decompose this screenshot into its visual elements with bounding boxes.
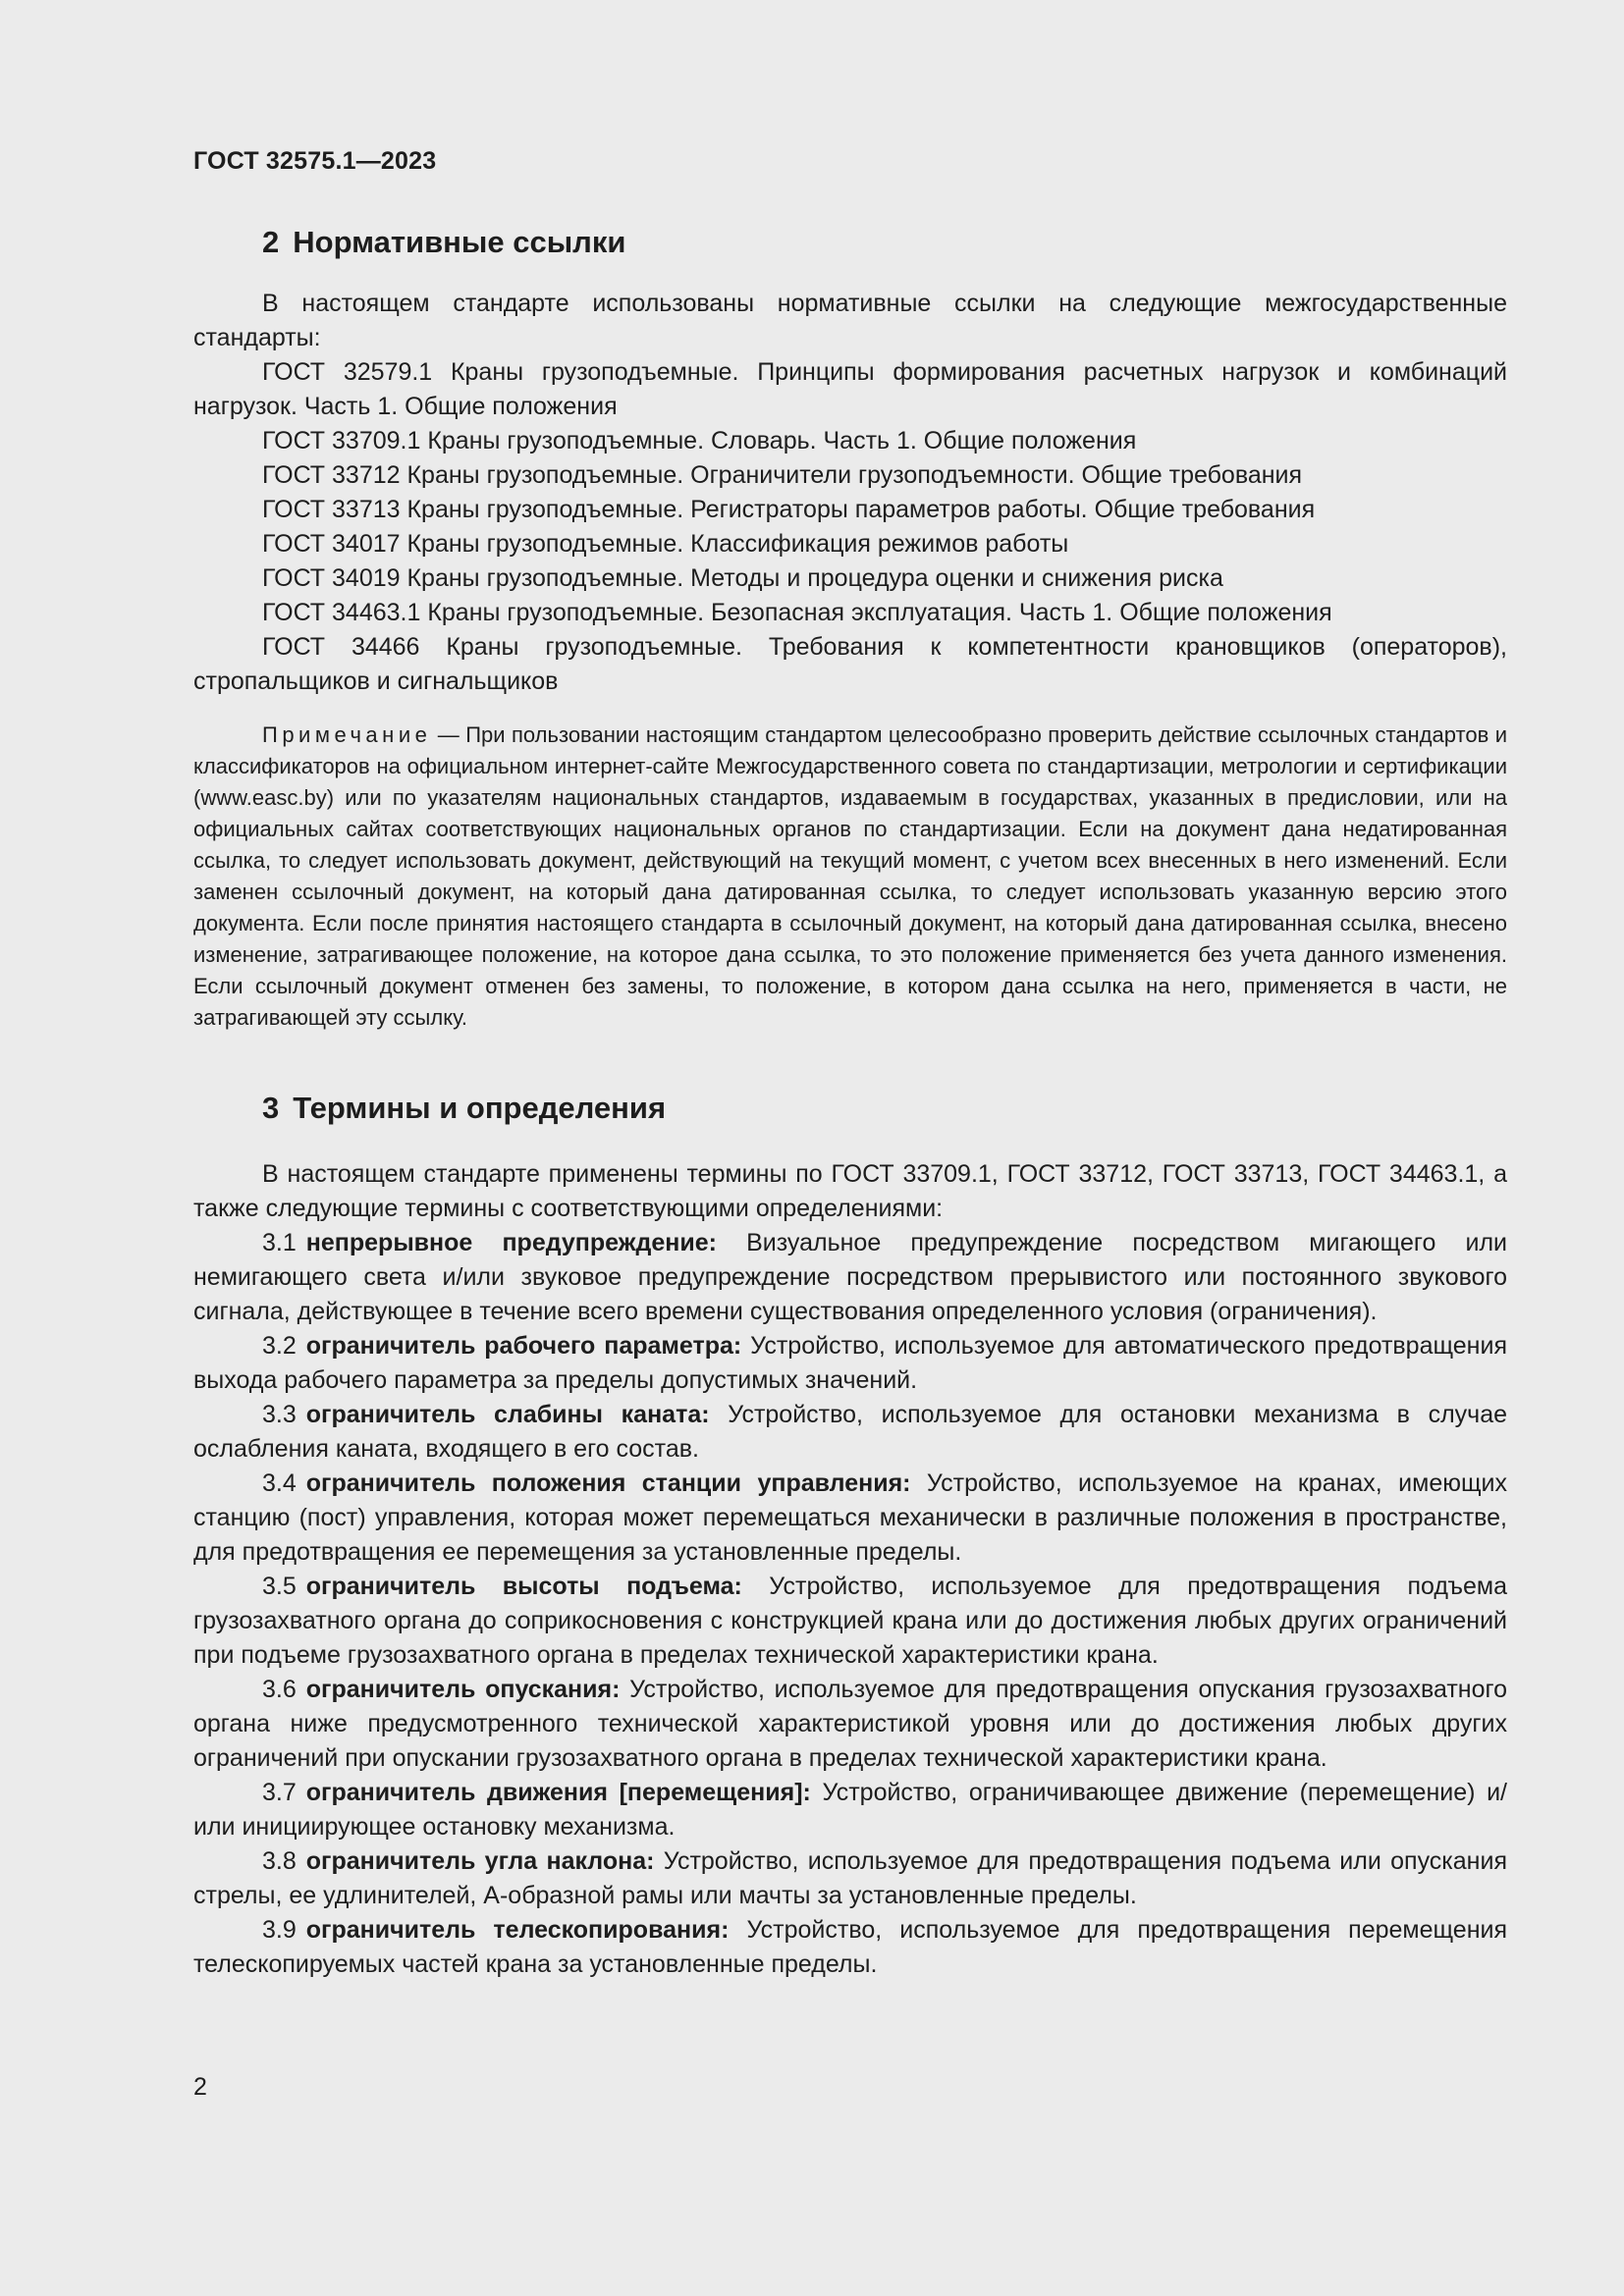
- section-3-number: 3: [262, 1091, 280, 1125]
- term-definition: Устройство, используемое для предотвращения подъема или опускания стрелы, ее удлинителей, A-образной рамы или мачты за установленные пределы.: [193, 1847, 1507, 1909]
- reference-item: ГОСТ 33709.1 Краны грузоподъемные. Словарь. Часть 1. Общие положения: [262, 427, 1137, 454]
- term-definition: Устройство, используемое для автоматического предотвращения выхода рабочего параметра за пределы допустимых значений.: [193, 1332, 1507, 1394]
- term-entry: [193, 1570, 1507, 1673]
- reference-item: ГОСТ 34463.1 Краны грузоподъемные. Безопасная эксплуатация. Часть 1. Общие положения: [262, 599, 1332, 626]
- reference-item: ГОСТ 33713 Краны грузоподъемные. Регистраторы параметров работы. Общие требования: [262, 496, 1316, 523]
- term-number: 3.1: [262, 1229, 297, 1256]
- term-number: 3.8: [262, 1847, 297, 1875]
- note-label: Примечание: [262, 722, 432, 747]
- document-code-header: ГОСТ 32575.1—2023: [193, 147, 437, 175]
- term-number: 3.4: [262, 1469, 297, 1497]
- term-definition: Устройство, используемое для предотвращения опускания грузозахватного органа ниже предусмотренного технической характеристикой уровня или до достижения любых других ограничений при опускании грузозахватного органа в пределах технической характеристики крана.: [193, 1676, 1507, 1772]
- term-entry: [193, 1329, 1507, 1398]
- section-2-heading: [193, 223, 1507, 262]
- note-paragraph: [193, 720, 1507, 1034]
- reference-item: ГОСТ 33712 Краны грузоподъемные. Ограничители грузоподъемности. Общие требования: [262, 461, 1303, 489]
- term-name: ограничитель угла наклона:: [305, 1847, 655, 1875]
- term-number: 3.3: [262, 1401, 297, 1428]
- term-entry: [193, 1913, 1507, 1982]
- term-name: ограничитель слабины каната:: [305, 1401, 710, 1428]
- reference-item: ГОСТ 34466 Краны грузоподъемные. Требования к компетентности крановщиков (операторов), стропальщиков и сигнальщиков: [193, 633, 1507, 695]
- reference-item: ГОСТ 34017 Краны грузоподъемные. Классификация режимов работы: [262, 530, 1069, 558]
- term-definition: Визуальное предупреждение посредством мигающего или немигающего света и/или звуковое предупреждение посредством прерывистого или постоянного звукового сигнала, действующее в течение всего времени существования определенного условия (ограничения).: [193, 1229, 1507, 1325]
- page-number: 2: [193, 2073, 207, 2101]
- term-name: ограничитель положения станции управления:: [305, 1469, 911, 1497]
- term-number: 3.9: [262, 1916, 297, 1944]
- term-definition: Устройство, ограничивающее движение (перемещение) и/или инициирующее остановку механизма.: [193, 1779, 1507, 1841]
- term-name: ограничитель рабочего параметра:: [305, 1332, 742, 1360]
- term-definition: Устройство, используемое на кранах, имеющих станцию (пост) управления, которая может перемещаться механически в различные положения в пространстве, для предотвращения ее перемещения за установленные пределы.: [193, 1469, 1508, 1566]
- term-number: 3.7: [262, 1779, 297, 1806]
- note-text: — При пользовании настоящим стандартом целесообразно проверить действие ссылочных стандартов и классификаторов на официальном интернет-сайте Межгосударственного совета по стандартизации, метрологии и сертификации (www.easc.by) или по указателям национальных стандартов, издаваемым в государствах, указанных в предисловии, или на официальных сайтах соответствующих национальных органов по стандартизации. Если на документ дана недатированная ссылка, то следует использовать документ, действующий на текущий момент, с учетом всех внесенных в него изменений. Если заменен ссылочный документ, на который дана датированная ссылка, то следует использовать указанную версию этого документа. Если после принятия настоящего стандарта в ссылочный документ, на который дана датированная ссылка, внесено изменение, затрагивающее положение, на которое дана ссылка, то это положение применяется без учета данного изменения. Если ссылочный документ отменен без замены, то положение, в котором дана ссылка на него, применяется в части, не затрагивающей эту ссылку.: [193, 722, 1507, 1030]
- section-2-lead: В настоящем стандарте использованы нормативные ссылки на следующие межгосударственные стандарты:: [193, 290, 1507, 351]
- section-2-number: 2: [262, 225, 280, 259]
- term-name: ограничитель телескопирования:: [305, 1916, 730, 1944]
- term-entry: [193, 1467, 1507, 1570]
- term-number: 3.6: [262, 1676, 297, 1703]
- section-2-title: Нормативные ссылки: [293, 225, 626, 259]
- term-number: 3.2: [262, 1332, 297, 1360]
- section-3-title: Термины и определения: [293, 1091, 667, 1125]
- section-3-lead: В настоящем стандарте применены термины по ГОСТ 33709.1, ГОСТ 33712, ГОСТ 33713, ГОСТ 34463.1, а также следующие термины с соответствующими определениями:: [193, 1160, 1507, 1222]
- term-name: ограничитель движения [перемещения]:: [305, 1779, 811, 1806]
- term-number: 3.5: [262, 1573, 297, 1600]
- section-3-heading: [193, 1089, 1507, 1128]
- term-definition: Устройство, используемое для остановки механизма в случае ослабления каната, входящего в его состав.: [193, 1401, 1508, 1463]
- page-content: [193, 223, 1507, 1982]
- term-entry: [193, 1844, 1507, 1913]
- term-name: ограничитель высоты подъема:: [305, 1573, 742, 1600]
- term-entry: [193, 1226, 1507, 1329]
- reference-item: ГОСТ 34019 Краны грузоподъемные. Методы и процедура оценки и снижения риска: [262, 564, 1223, 592]
- term-name: непрерывное предупреждение:: [305, 1229, 717, 1256]
- term-entry: [193, 1776, 1507, 1844]
- term-entry: [193, 1398, 1507, 1467]
- term-definition: Устройство, используемое для предотвращения перемещения телескопируемых частей крана за установленные пределы.: [193, 1916, 1508, 1978]
- term-definition: Устройство, используемое для предотвращения подъема грузозахватного органа до соприкосновения с конструкцией крана или до достижения любых других ограничений при подъеме грузозахватного органа в пределах технической характеристики крана.: [193, 1573, 1507, 1669]
- term-entry: [193, 1673, 1507, 1776]
- reference-item: ГОСТ 32579.1 Краны грузоподъемные. Принципы формирования расчетных нагрузок и комбинаций нагрузок. Часть 1. Общие положения: [193, 358, 1507, 420]
- term-name: ограничитель опускания:: [305, 1676, 621, 1703]
